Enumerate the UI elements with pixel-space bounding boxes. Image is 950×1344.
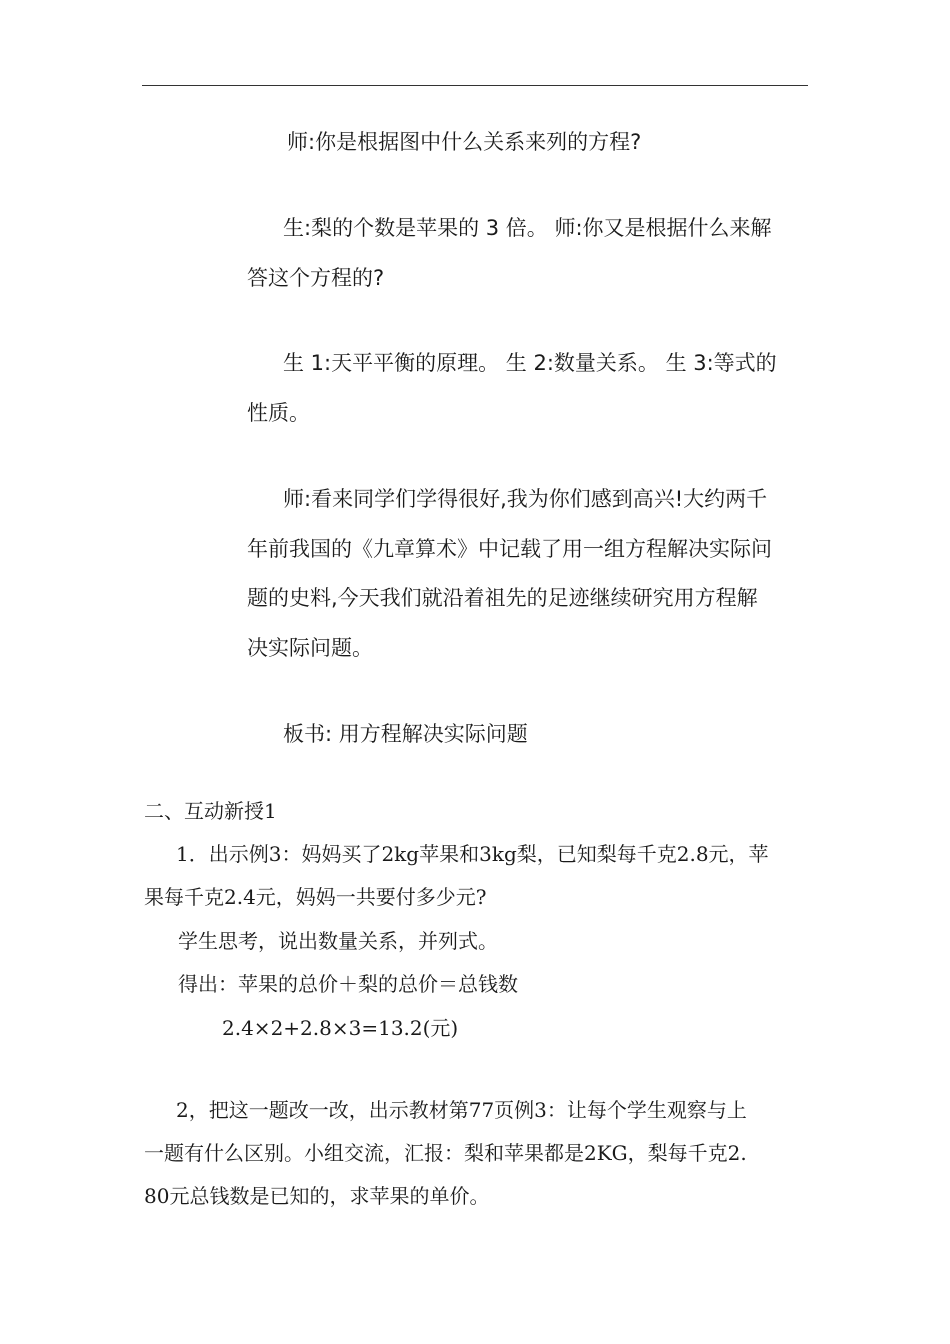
teacher-question-line: 师:你是根据图中什么关系来列的方程?	[287, 130, 642, 154]
teacher-summary-line-2: 年前我国的《九章算术》中记载了用一组方程解决实际问	[247, 537, 772, 561]
students-reasons-line-cont: 性质。	[247, 401, 310, 425]
board-writing-line: 板书: 用方程解决实际问题	[283, 722, 528, 746]
students-reasons-line: 生 1:天平平衡的原理。 生 2:数量关系。 生 3:等式的	[283, 351, 777, 375]
modified-problem-line-3: 80元总钱数是已知的，求苹果的单价。	[144, 1184, 490, 1208]
student-answer-line: 生:梨的个数是苹果的 3 倍。 师:你又是根据什么来解	[283, 216, 772, 240]
teacher-summary-line-4: 决实际问题。	[247, 636, 373, 660]
section-heading: 二、互动新授1	[144, 799, 277, 823]
modified-problem-line-1: 2，把这一题改一改，出示教材第77页例3：让每个学生观察与上	[176, 1098, 747, 1122]
student-answer-line-cont: 答这个方程的?	[247, 266, 385, 290]
result-relation-line: 得出：苹果的总价＋梨的总价＝总钱数	[178, 972, 518, 996]
equation-line: 2.4×2+2.8×3=13.2(元)	[222, 1016, 459, 1040]
example-3-line-1: 1．出示例3：妈妈买了2kg苹果和3kg梨，已知梨每千克2.8元，苹	[176, 842, 769, 866]
header-rule	[142, 85, 808, 86]
teacher-summary-line-3: 题的史料,今天我们就沿着祖先的足迹继续研究用方程解	[247, 586, 758, 610]
students-think-line: 学生思考，说出数量关系，并列式。	[178, 929, 498, 953]
modified-problem-line-2: 一题有什么区别。小组交流，汇报：梨和苹果都是2KG，梨每千克2.	[144, 1141, 747, 1165]
example-3-line-2: 果每千克2.4元，妈妈一共要付多少元?	[144, 885, 487, 909]
teacher-summary-line-1: 师:看来同学们学得很好,我为你们感到高兴!大约两千	[283, 487, 768, 511]
